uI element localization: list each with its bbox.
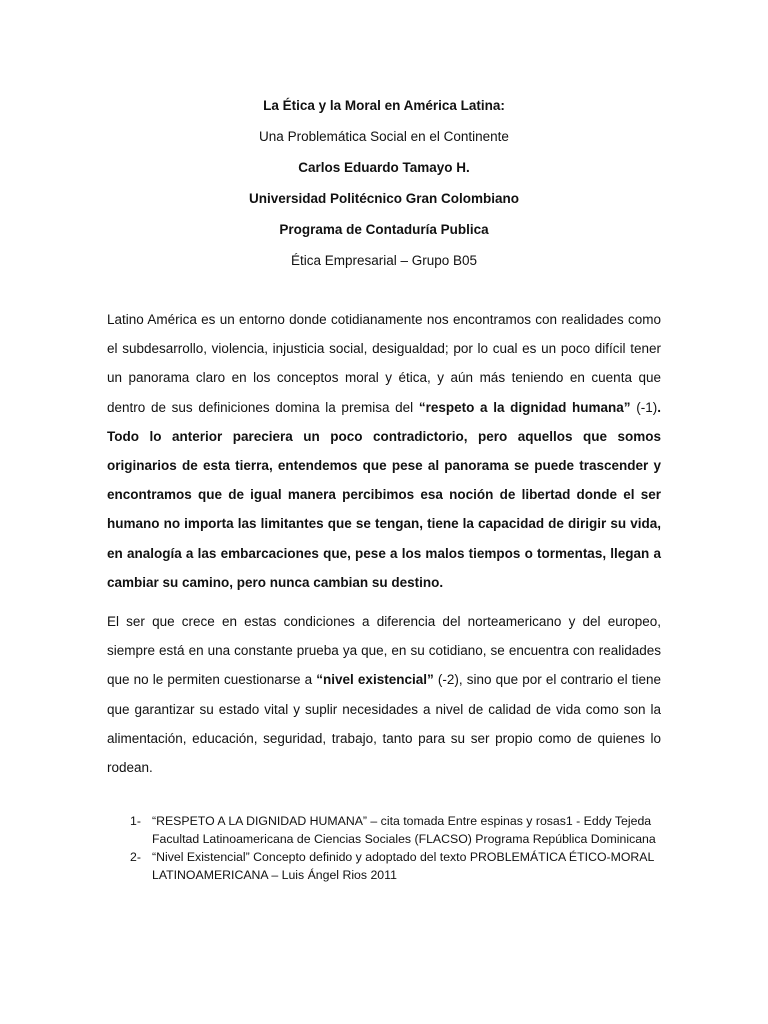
paragraph-1-ref: (-1) (630, 399, 658, 415)
paragraph-2-ref: (-2) (433, 672, 459, 688)
course-name: Ética Empresarial – Grupo B05 (290, 253, 478, 268)
paragraph-1-text-a: Latino América es un entorno donde cotidianamente nos encontramos con realidades como el subdesarrollo, violencia, injusticia social, desigualdad; por lo cual es un poco difícil tener un panorama claro en los conceptos moral y ética, y aún más teniendo en cuenta que dentro de sus definiciones domina la premisa del (107, 312, 661, 415)
paragraph-1 (107, 305, 661, 597)
title-block (0, 90, 768, 276)
body-text (107, 305, 661, 792)
paragraph-2-text-b: , sino que por el contrario el tiene que garantizar su estado vital y suplir necesidades a nivel de calidad de vida como son la alimentación, educación, seguridad, trabajo, tanto para su ser propio como de quienes lo rodean. (107, 672, 661, 776)
footnote-number: 2- (130, 850, 141, 864)
footnote-1 (130, 812, 690, 848)
program-name: Programa de Contaduría Publica (279, 222, 489, 237)
university-name: Universidad Politécnico Gran Colombiano (248, 191, 520, 206)
paragraph-2-text-a: El ser que crece en estas condiciones a diferencia del norteamericano y del europeo, siempre está en una constante prueba ya que, en su cotidiano, se encuentra con realidades que no le permiten cuestionarse a (107, 614, 661, 688)
footnote-text: “Nivel Existencial” Concepto definido y adoptado del texto PROBLEMÁTICA ÉTICO-MORAL LATINOAMERICANA – Luis Ángel Rios 2011 (152, 850, 654, 882)
footnote-2 (130, 848, 690, 884)
document-subtitle: Una Problemática Social en el Continente (259, 129, 509, 144)
paragraph-1-text-b: . Todo lo anterior pareciera un poco contradictorio, pero aquellos que somos originarios de esta tierra, entendemos que pese al panorama se puede trascender y encontramos que de igual manera percibimos esa noción de libertad donde el ser humano no importa las limitantes que se tengan, tiene la capacidad de dirigir su vida, en analogía a las embarcaciones que, pese a los malos tiempos o tormentas, llegan a cambiar su camino, pero nunca cambian su destino. (107, 399, 661, 590)
paragraph-2 (107, 607, 661, 782)
paragraph-2-quote: “nivel existencial” (316, 672, 434, 688)
footnote-number: 1- (130, 814, 141, 828)
document-title: La Ética y la Moral en América Latina: (263, 98, 505, 113)
author-name: Carlos Eduardo Tamayo H. (298, 160, 470, 175)
paragraph-1-quote: “respeto a la dignidad humana” (418, 399, 631, 415)
footnotes (130, 812, 690, 884)
footnote-text: “RESPETO A LA DIGNIDAD HUMANA” – cita tomada Entre espinas y rosas1 - Eddy Tejeda Facultad Latinoamericana de Ciencias Sociales (FLACSO) Programa República Dominicana (152, 814, 656, 846)
